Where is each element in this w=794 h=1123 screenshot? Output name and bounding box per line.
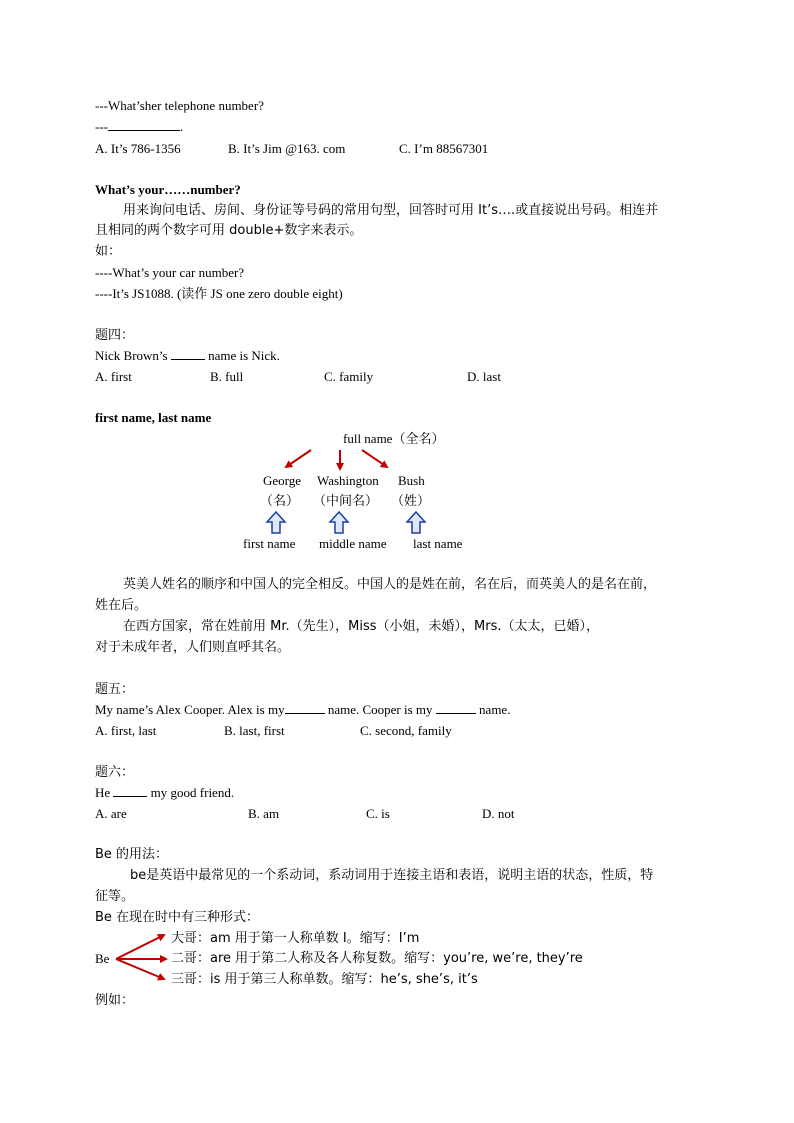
phone-answer-line: [95, 118, 183, 136]
q4-option-c: C. family: [324, 369, 374, 384]
up-arrow-last-icon: [407, 512, 425, 533]
name-diagram-heading: first name, last name: [95, 410, 212, 425]
q4-option-a: A. first: [95, 369, 132, 384]
q6-stem-after: my good friend.: [147, 785, 235, 800]
q6-stem-before: He: [95, 785, 114, 800]
q4-stem: [95, 347, 280, 365]
q5-option-b: B. last, first: [224, 723, 285, 738]
up-arrow-middle-icon: [330, 512, 348, 533]
q5-title: 题五：: [95, 682, 135, 697]
be-para-line1: be是英语中最常见的一个系动词，系动词用于连接主语和表语，说明主语的状态，性质，特: [130, 868, 654, 883]
q5-stem-part1: My name’s Alex Cooper. Alex is my: [95, 702, 285, 717]
q4-option-b: B. full: [210, 369, 244, 384]
q5-stem-part3: name.: [475, 702, 511, 717]
q5-option-c: C. second, family: [360, 723, 452, 738]
q6-option-c: C. is: [366, 806, 390, 821]
label-last-name: last name: [413, 536, 463, 551]
phone-answer-blank: [108, 118, 180, 131]
q5-option-a: A. first, last: [95, 723, 157, 738]
up-arrow-first-icon: [267, 512, 285, 533]
name-note-line4: 对于未成年者，人们则直呼其名。: [95, 640, 291, 655]
q6-stem: [95, 784, 234, 802]
q6-option-b: B. am: [248, 806, 280, 821]
be-form-is: 三哥：is 用于第三人称单数。缩写：he’s, she’s, it’s: [171, 972, 478, 987]
q6-option-d: D. not: [482, 806, 515, 821]
be-arrow-is: [116, 959, 164, 979]
name-part-cn-middle: （中间名）: [313, 494, 379, 509]
name-part-cn-last: （姓）: [391, 494, 431, 509]
q5-stem: [95, 701, 510, 719]
name-note-line2: 姓在后。: [95, 598, 148, 613]
name-part-bush: Bush: [398, 473, 425, 488]
name-part-george: George: [263, 473, 302, 488]
phone-option-b: B. It’s Jim @163. com: [228, 141, 346, 156]
q4-option-d: D. last: [467, 369, 501, 384]
name-part-cn-first: （名）: [260, 494, 300, 509]
q4-stem-after: name is Nick.: [204, 348, 280, 363]
phone-option-c: C. I’m 88567301: [399, 141, 489, 156]
q5-blank-2: [436, 701, 476, 714]
q6-title: 题六：: [95, 765, 135, 780]
number-example-question: ----What’s your car number?: [95, 265, 245, 280]
arrow-to-last-name: [362, 450, 387, 467]
phone-answer-suffix: .: [180, 119, 184, 134]
be-para-line2: 征等。: [95, 889, 135, 904]
phone-answer-prefix: ---: [95, 119, 108, 134]
q6-blank: [113, 784, 147, 797]
be-form-are: 二哥：are 用于第二人称及各人称复数。缩写：you’re, we’re, they’re: [171, 951, 583, 966]
q4-stem-before: Nick Brown’s: [95, 348, 171, 363]
be-forms-intro: Be 在现在时中有三种形式：: [95, 910, 260, 925]
q5-stem-part2: name. Cooper is my: [324, 702, 436, 717]
be-form-am: 大哥：am 用于第一人称单数 I。缩写：I’m: [171, 931, 420, 946]
number-para-line2: 且相同的两个数字可用 double+数字来表示。: [95, 223, 363, 238]
name-note-line1: 英美人姓名的顺序和中国人的完全相反。中国人的是姓在前，名在后，而英美人的是名在前，: [123, 577, 657, 592]
name-note-line3: 在西方国家，常在姓前用 Mr.（先生），Miss（小姐，未婚），Mrs.（太太，已婚），: [123, 619, 599, 634]
number-heading: What’s your……number?: [95, 182, 241, 197]
phone-question: ---What’sher telephone number?: [95, 98, 264, 113]
number-example-label: 如：: [95, 244, 122, 259]
q5-blank-1: [285, 701, 325, 714]
be-example-label: 例如：: [95, 993, 135, 1008]
be-heading: Be 的用法：: [95, 847, 169, 862]
q4-title: 题四：: [95, 328, 135, 343]
arrow-to-first-name: [286, 450, 311, 467]
number-example-answer: ----It’s JS1088. (读作 JS one zero double eight): [95, 286, 343, 301]
q6-option-a: A. are: [95, 806, 127, 821]
be-root-label: Be: [95, 951, 110, 966]
full-name-label: full name（全名）: [343, 431, 445, 446]
name-part-washington: Washington: [317, 473, 379, 488]
label-middle-name: middle name: [319, 536, 387, 551]
be-arrow-am: [116, 935, 164, 959]
q4-blank: [171, 347, 205, 360]
number-para-line1: 用来询问电话、房间、身份证等号码的常用句型，回答时可用 It’s….或直接说出号码。相连并: [123, 203, 659, 218]
phone-option-a: A. It’s 786-1356: [95, 141, 181, 156]
label-first-name: first name: [243, 536, 296, 551]
